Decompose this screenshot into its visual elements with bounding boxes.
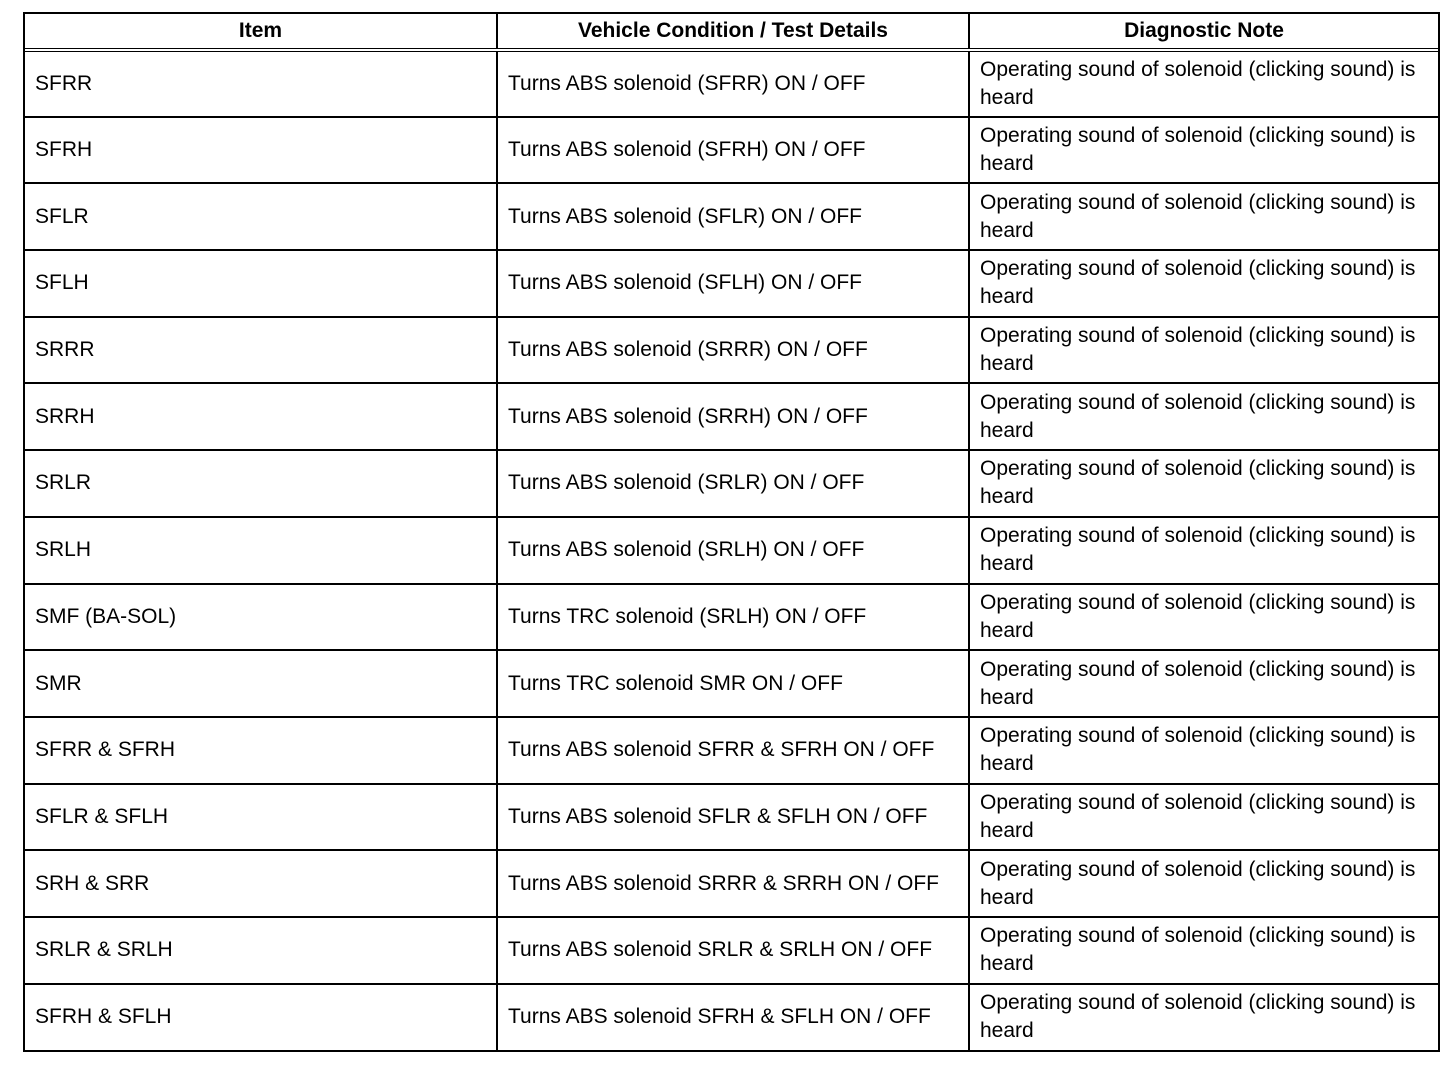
cell-test-details: Turns ABS solenoid (SRLR) ON / OFF (497, 450, 969, 517)
cell-item: SFRR (35, 71, 93, 95)
cell-item: SFLH (25, 250, 497, 317)
table-row (25, 517, 1438, 584)
header-row (25, 14, 1438, 50)
cell-item: SMR (25, 650, 497, 717)
cell-test-details: Turns ABS solenoid (SRRR) ON / OFF (497, 317, 969, 384)
table-body (25, 50, 1438, 1050)
cell-item: SFRR & SFRH (25, 717, 497, 784)
column-header-item: Item (25, 14, 497, 50)
cell-test-details: Turns ABS solenoid (SFRR) ON / OFF (497, 50, 969, 117)
cell-test-details: Turns TRC solenoid SMR ON / OFF (497, 650, 969, 717)
cell-item: SRRH (25, 383, 497, 450)
cell-item: SRLH (25, 517, 497, 584)
cell-diagnostic-note: Operating sound of solenoid (clicking sound) is heard (969, 317, 1438, 384)
table-row (25, 117, 1438, 184)
table-row (25, 917, 1438, 984)
table-row (25, 650, 1438, 717)
active-test-table (25, 14, 1438, 1050)
cell-test-details: Turns ABS solenoid SFLR & SFLH ON / OFF (497, 784, 969, 851)
cell-item: SRLR (25, 450, 497, 517)
table-row (25, 784, 1438, 851)
cell-test-details: Turns ABS solenoid (SFLR) ON / OFF (497, 183, 969, 250)
cell-test-details: Turns ABS solenoid (SFLH) ON / OFF (497, 250, 969, 317)
cell-test-details: Turns ABS solenoid SRLR & SRLH ON / OFF (497, 917, 969, 984)
diagnostic-table (23, 12, 1440, 1052)
table-row (25, 450, 1438, 517)
cell-test-details: Turns TRC solenoid (SRLH) ON / OFF (497, 584, 969, 651)
cell-item: SRH & SRR (25, 850, 497, 917)
table-row (25, 317, 1438, 384)
cell-test-details: Turns ABS solenoid (SRLH) ON / OFF (497, 517, 969, 584)
cell-diagnostic-note: Operating sound of solenoid (clicking sound) is heard (969, 250, 1438, 317)
cell-item: SFRH (25, 117, 497, 184)
table-row (25, 584, 1438, 651)
cell-diagnostic-note: Operating sound of solenoid (clicking sound) is heard (969, 383, 1438, 450)
cell-diagnostic-note: Operating sound of solenoid (clicking sound) is heard (969, 50, 1438, 117)
cell-item: SRRR (25, 317, 497, 384)
cell-diagnostic-note: Operating sound of solenoid (clicking sound) is heard (969, 517, 1438, 584)
table-row (25, 383, 1438, 450)
column-header-test-details: Vehicle Condition / Test Details (497, 14, 969, 50)
cell-diagnostic-note: Operating sound of solenoid (clicking sound) is heard (969, 650, 1438, 717)
table-header (25, 14, 1438, 50)
cell-test-details: Turns ABS solenoid SRRR & SRRH ON / OFF (497, 850, 969, 917)
cell-diagnostic-note: Operating sound of solenoid (clicking sound) is heard (969, 784, 1438, 851)
cell-item: SFLR & SFLH (25, 784, 497, 851)
cell-test-details: Turns ABS solenoid (SFRH) ON / OFF (497, 117, 969, 184)
cell-item: SFLR (25, 183, 497, 250)
cell-diagnostic-note: Operating sound of solenoid (clicking sound) is heard (969, 450, 1438, 517)
table-row (25, 984, 1438, 1051)
cell-diagnostic-note: Operating sound of solenoid (clicking sound) is heard (969, 850, 1438, 917)
column-header-diagnostic-note: Diagnostic Note (969, 14, 1438, 50)
cell-diagnostic-note: Operating sound of solenoid (clicking sound) is heard (969, 917, 1438, 984)
cell-diagnostic-note: Operating sound of solenoid (clicking sound) is heard (969, 183, 1438, 250)
cell-diagnostic-note: Operating sound of solenoid (clicking sound) is heard (969, 717, 1438, 784)
table-row (25, 50, 1438, 117)
cell-test-details: Turns ABS solenoid SFRR & SFRH ON / OFF (497, 717, 969, 784)
cell-item: SMF (BA-SOL) (25, 584, 497, 651)
cell-item: SRLR & SRLH (25, 917, 497, 984)
table-row (25, 850, 1438, 917)
cell-test-details: Turns ABS solenoid (SRRH) ON / OFF (497, 383, 969, 450)
cell-test-details: Turns ABS solenoid SFRH & SFLH ON / OFF (497, 984, 969, 1051)
cell-diagnostic-note: Operating sound of solenoid (clicking sound) is heard (969, 117, 1438, 184)
cell-diagnostic-note: Operating sound of solenoid (clicking sound) is heard (969, 984, 1438, 1051)
cell-item: SFRH & SFLH (25, 984, 497, 1051)
cell-diagnostic-note: Operating sound of solenoid (clicking sound) is heard (969, 584, 1438, 651)
table-row (25, 717, 1438, 784)
table-row (25, 250, 1438, 317)
table-row (25, 183, 1438, 250)
